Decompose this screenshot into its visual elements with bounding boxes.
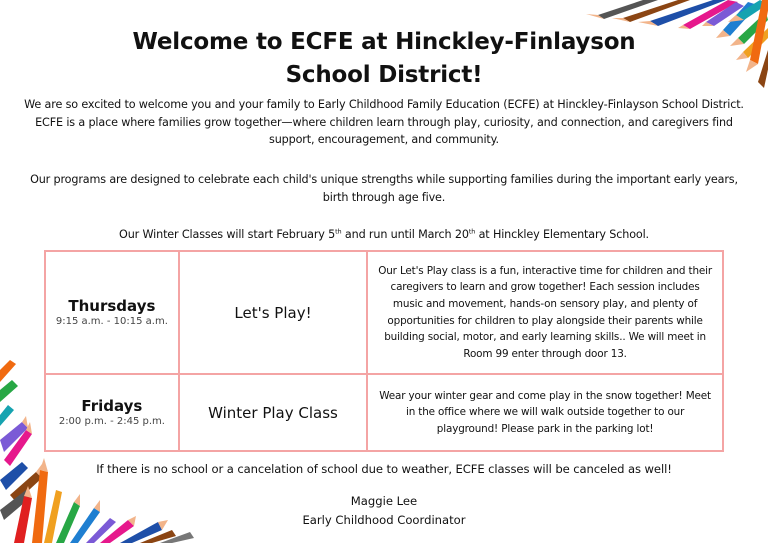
table-row <box>45 374 723 451</box>
weather-cancelation-notice: If there is no school or a cancelation of school due to weather, ECFE classes will be canceled as well! <box>96 462 672 476</box>
ordinal-suffix: th <box>468 227 476 236</box>
ordinal-suffix: th <box>335 227 342 236</box>
winter-classes-dates <box>24 226 744 244</box>
class-schedule-table <box>44 250 724 452</box>
class-description-cell <box>367 374 723 451</box>
class-name-cell <box>179 374 367 451</box>
class-name-cell <box>179 251 367 374</box>
dates-text-mid: and run until March 20 <box>341 228 469 241</box>
signature-role: Early Childhood Coordinator <box>302 513 466 527</box>
day-time-cell <box>45 251 179 374</box>
dates-text-post: at Hinckley Elementary School. <box>475 228 649 241</box>
programs-paragraph: Our programs are designed to celebrate each child's unique strengths while supporting families during the important early years, birth through age five. <box>30 173 738 204</box>
class-description: Our Let's Play class is a fun, interactive time for children and their caregivers to learn and grow together! Each session includes music and movement, hands-on sensory play, and plenty of opportunities for children to play alongside their parents while building social, motor, and early learning skills.. We will meet in Room 99 enter through door 13. <box>378 264 712 360</box>
signature-name: Maggie Lee <box>350 494 418 508</box>
page-title-line-1: Welcome to ECFE at Hinckley-Finlayson <box>132 29 636 55</box>
class-description: Wear your winter gear and come play in the snow together! Meet in the office where we will walk outside together to our playground! Please park in the parking lot! <box>379 389 711 435</box>
class-name: Winter Play Class <box>208 403 338 422</box>
intro-paragraph: We are so excited to welcome you and your family to Early Childhood Family Education (ECFE) at Hinckley-Finlayson School District. ECFE is a place where families grow together—where children learn through play, curiosity, and connection, and caregivers find support, encouragement, and community. <box>24 98 744 146</box>
day-time-cell <box>45 374 179 451</box>
class-description-cell <box>367 251 723 374</box>
table-row <box>45 251 723 374</box>
class-day: Thursdays <box>68 296 156 315</box>
class-time: 2:00 p.m. - 2:45 p.m. <box>58 415 165 427</box>
class-day: Fridays <box>81 396 143 415</box>
dates-text-pre: Our Winter Classes will start February 5 <box>119 228 336 241</box>
class-name: Let's Play! <box>234 303 312 322</box>
class-time: 9:15 a.m. - 10:15 a.m. <box>55 315 168 327</box>
page-title-line-2: School District! <box>285 62 483 88</box>
